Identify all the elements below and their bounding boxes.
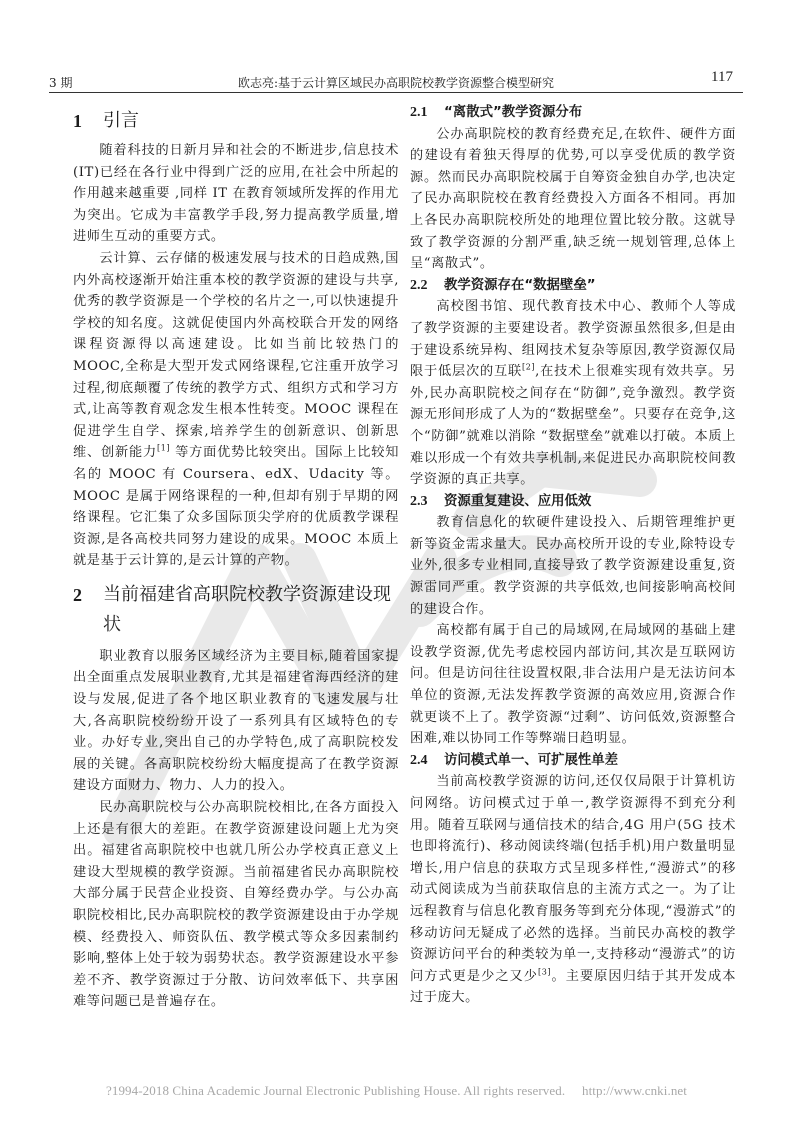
paragraph: 高校都有属于自己的局域网,在局域网的基础上建设教学资源,优先考虑校园内部访问,其次是互联网访问。但是访问往往设置权限,非合法用户是无法访问本单位的资源,无法发挥教学资源的高效应用,资源合作就更谈不上了。教学资源“过剩”、访问低效,资源整合困难,难以协同工作等弊端日趋明显。 [410,623,736,747]
subsection-heading-2-3 [410,491,736,513]
section-number: 1 [73,111,82,131]
subsection-title: 教学资源存在“数据壁垒” [444,277,596,293]
subsection-heading-2-1 [410,102,736,124]
paragraph-text: 等方面优势比较突出。国际上比较知名的 MOOC 有 Coursera、edX、Udacity 等。MOOC 是属于网络课程的一种,但却有别于早期的网络课程。它汇集了众多国际顶尖学府的优质教学课程资源,是各高校共同努力建设的成果。MOOC 本质上就是基于云计算的,是云计算的产物。 [73,445,399,569]
paragraph: 随着科技的日新月异和社会的不断进步,信息技术(IT)已经在各行业中得到广泛的应用,在社会中所起的作用越来越重要 ,同样 IT 在教育领域所发挥的作用尤为突出。它成为丰富教学手段,努力提高教学质量,增进师生互动的重要方式。 [73,143,399,245]
paragraph-text: ,在技术上很难实现有效共享。另外,民办高职院校之间存在“防御”,竞争激烈。教学资源无形间形成了人为的“数据壁垒”。只要存在竞争,这个“防御”就难以消除 “数据壁垒”就难以打破。本质上难以形成一个有效共享机制,来促进民办高职院校间教学资源的真正共享。 [410,364,736,488]
running-header [49,68,743,93]
right-column [410,102,736,1009]
section-title: 引言 [103,110,139,131]
cnki-link[interactable]: http://www.cnki.net [581,1083,688,1098]
section-number: 2 [73,584,82,605]
subsection-title: 资源重复建设、应用低效 [444,493,592,509]
left-column [73,102,399,1013]
paragraph [410,771,736,1009]
citation-ref: [2] [522,362,536,372]
subsection-number: 2.1 [410,105,428,120]
subsection-number: 2.2 [410,277,428,293]
section-heading-1 [73,108,399,134]
paragraph: 教育信息化的软硬件建设投入、后期管理维护更新等资金需求量大。民办高校所开设的专业,除特设专业外,很多专业相同,直接导致了教学资源建设重复,资源雷同严重。教学资源的共享低效,也间接影响高校间的建设合作。 [410,515,736,617]
paragraph-text: 。主要原因归结于其开发成本过于庞大。 [410,968,736,1006]
citation-ref: [3] [537,967,552,977]
copyright-footer [0,1083,793,1099]
subsection-number: 2.3 [410,493,428,509]
paragraph [410,296,736,490]
subsection-number: 2.4 [410,752,428,768]
subsection-title: 访问模式单一、可扩展性单差 [444,752,619,768]
paragraph: 职业教育以服务区域经济为主要目标,随着国家提出全面重点发展职业教育,尤其是福建省海西经济的建设与发展,促进了各个地区职业教育的飞速发展与壮大,各高职院校纷纷开设了一系列具有区域特色的专业。办好专业,突出自己的办学特色,成了高职院校发展的关键。各高职院校纷纷大幅度提高了在教学资源建设方面财力、物力、人力的投入。 [73,648,399,794]
subsection-title: “离散式”教学资源分布 [444,105,583,120]
paragraph-text: 当前高校教学资源的访问,还仅仅局限于计算机访问网络。访问模式过于单一,教学资源得不到充分利用。随着互联网与通信技术的结合,4G 用户(5G 技术也即将流行)、移动阅读终端(包括手机)用户数量明显增长,用户信息的获取方式呈现多样性,“漫游式”的移动式阅读成为当前获取信息的主流方式之一。为了让远程教育与信息化教育服务等到充分体现,“漫游式”的移动访问无疑成了必然的选择。当前民办高校的教学资源访问平台的种类较为单一,支持移动“漫游式”的访问方式更是少之又少 [410,774,736,984]
paragraph-text: 云计算、云存储的极速发展与技术的日趋成熟,国内外高校逐渐开始注重本校的教学资源的建设与共享,优秀的教学资源是一个学校的名片之一,可以快速提升学校的知名度。这就促使国内外高校联合开发的网络课程资源得以高速建设。比如当前比较热门的 MOOC,全称是大型开发式网络课程,它注重开放学习过程,彻底颠覆了传统的教学方式、组织方式和学习方式,让高等教育观念发生根本性转变。MOOC 课程在促进学生自学、探索,培养学生的创新意识、创新思维、创新能力 [73,250,399,461]
subsection-heading-2-4 [410,750,736,772]
section-heading-2 [73,580,399,640]
paragraph-text: 高校图书馆、现代教育技术中心、教师个人等成了教学资源的主要建设者。教学资源虽然很多,但是由于建设系统异构、组网技术复杂等原因,教学资源仅局限于低层次的互联 [410,299,736,380]
issue-number: 3 期 [49,76,73,90]
page-number: 117 [711,69,733,85]
paragraph: 公办高职院校的教育经费充足,在软件、硬件方面的建设有着独天得厚的优势,可以享受优质的教学资源。然而民办高职院校属于自筹资金独自办学,也决定了民办高职院校在教育经费投入方面各不相同。再加上各民办高职院校所处的地理位置比较分散。这就导致了教学资源的分割严重,缺乏统一规划管理,总体上呈“离散式”。 [410,126,736,272]
paragraph: 民办高职院校与公办高职院校相比,在各方面投入上还是有很大的差距。在教学资源建设问题上尤为突出。福建省高职院校中也就几所公办学校真正意义上建设大型规模的教学资源。当前福建省民办高职院校大部分属于民营企业投资、自筹经费办学。与公办高职院校相比,民办高职院校的教学资源建设由于办学规模、经费投入、师资队伍、教学模式等众多因素制约影响,整体上处于较为弱势状态。教学资源建设水平参差不齐、教学资源过于分散、访问效率低下、共享困难等问题已是普遍存在。 [73,800,399,1010]
citation-ref: [1] [157,443,171,453]
copyright-text: ?1994-2018 China Academic Journal Electronic Publishing House. All rights reserved. [105,1083,566,1098]
running-title: 欧志亮:基于云计算区域民办高职院校教学资源整合模型研究 [237,76,555,90]
section-title: 当前福建省高职院校教学资源建设现状 [103,583,391,635]
paragraph [73,248,399,572]
subsection-heading-2-2 [410,275,736,297]
